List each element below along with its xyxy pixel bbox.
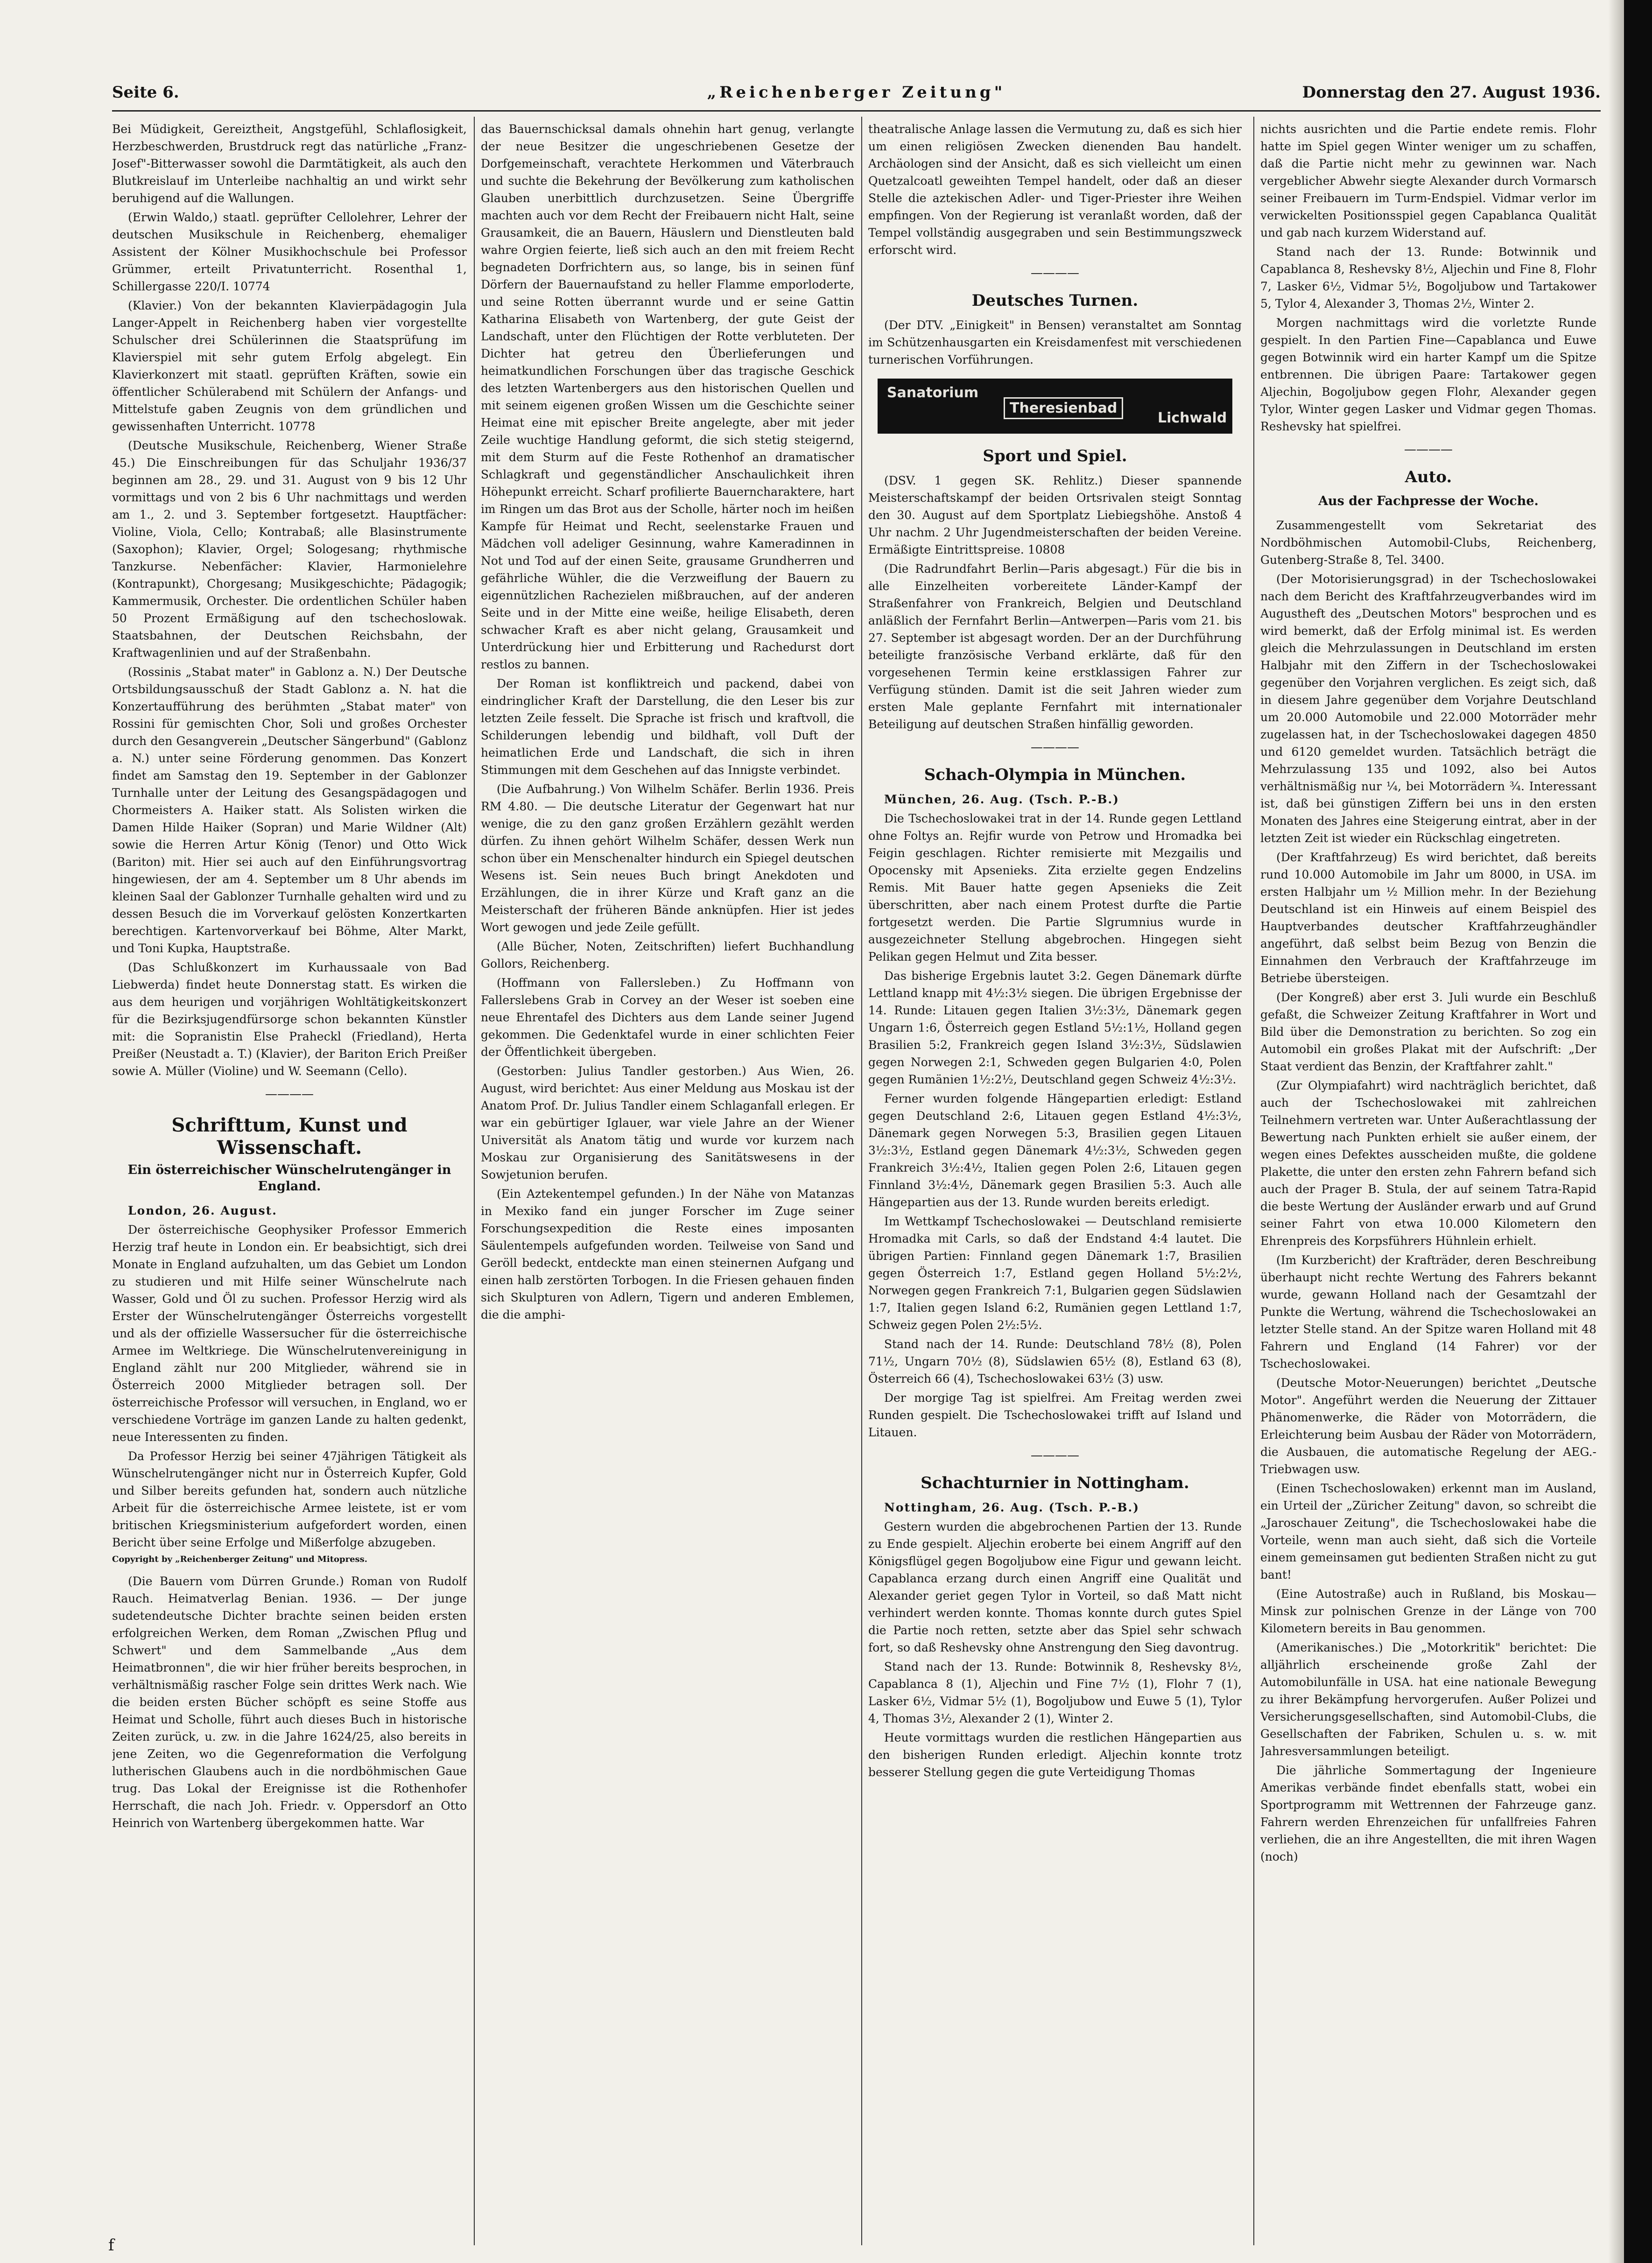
copyright-note: Copyright by „Reichenberger Zeitung" und Mitopress.	[112, 1554, 368, 1564]
auto-olympiafahrt: (Zur Olympiafahrt) wird nachträglich berichtet, daß auch der Tschechoslowakei mit zahlreichen Teilnehmern vertreten war. Unter Außerachtlassung der Bewertung nach Punkten erhielt sie außer einem, der wegen eines Defektes ausscheiden mußte, die goldene Plakette, die unter den ersten zehn Fahrern befand sich auch der Prager B. Stula, der auf seinem Tatra-Rapid die beste Wertung der Ausländer erwarb und auf Grund seiner Fahrt von etwa 10.000 Kilometern den Ehrenpreis des Korpsführers Hühnlein erhielt.	[1260, 1079, 1596, 1248]
ad-text-sanatorium: Sanatorium	[887, 385, 979, 401]
aztekentempel-continuation: theatralische Anlage lassen die Vermutung zu, daß es sich hier um einen religiösen Zwecken dienenden Bau handelt. Archäologen sind der Ansicht, daß es sich vielleicht um einen Quetzalcoatl geweihten Tempel handelt, oder daß an dieser Stelle die aztekischen Adler- und Tiger-Priester ihre Weihen empfingen. Von der Regierung ist veranlaßt worden, daß der Tempel vollständig ausgegraben und sein Bestimmungszweck erforscht wird.	[868, 122, 1242, 257]
newspaper-title: „Reichenberger Zeitung"	[707, 83, 1006, 102]
notice-klavier: (Klavier.) Von der bekannten Klavierpädagogin Jula Langer-Appelt in Reichenberg haben vier vorgestellte Schulscher drei Schülerinnen die Staatsprüfung im Klavierspiel mit sehr gutem Erfolg abgelegt. Ein Klavierkonzert mit staatl. geprüften Kräften, sowie ein öffentlicher Schülerabend mit Schülern der Anfangs- und Mittelstufe gaben Zeugnis von dem gründlichen und gewissenhaften Unterricht. 10778	[112, 299, 467, 433]
auto-neuerungen: (Deutsche Motor-Neuerungen) berichtet „Deutsche Motor". Angeführt werden die Neuerung der Zittauer Phänomenwerke, die Räder von Motorrädern, die Erleichterung beim Ausbau der Räder von Motorrädern, die Ausbauen, die automatische Regelung der AEG.-Triebwagen usw.	[1260, 1376, 1596, 1476]
article-herzig-2: Da Professor Herzig bei seiner 47jährigen Tätigkeit als Wünschelrutengänger nicht nur in Österreich Kupfer, Gold und Silber bereits gefunden hat, sondern auch nützliche Arbeit für die österreichische Armee leistete, ist er vom britischen Kriegsministerium aufgefordert worden, einen Bericht über seine Erfolge und Mißerfolge abzugeben.	[112, 1449, 467, 1549]
nottingham-morgen: Morgen nachmittags wird die vorletzte Runde gespielt. In den Partien Fine—Capablanca und Euwe gegen Botwinnik wird ein harter Kampf um die Spitze entbrennen. Die übrigen Paare: Tartakower gegen Aljechin, Bogoljubow gegen Flohr, Alexander gegen Tylor, Winter gegen Lasker und Vidmar gegen Thomas. Reshevsky hat spielfrei.	[1260, 316, 1596, 433]
article-schach-4: Im Wettkampf Tschechoslowakei — Deutschland remisierte Hromadka mit Carls, so daß der Endstand 4:4 lautet. Die übrigen Partien: Finnland gegen Dänemark 1:7, Brasilien gegen Österreich 1:7, Estland gegen Holland 5½:2½, Norwegen gegen Frankreich 7:1, Bulgarien gegen Südslawien 1:7, Italien gegen Island 6:2, Rumänien gegen Lettland 1:7, Schweiz gegen Polen 2½:5½.	[868, 1215, 1242, 1332]
article-nottingham-1: Gestern wurden die abgebrochenen Partien der 13. Runde zu Ende gespielt. Aljechin eroberte bei einem Angriff auf den Königsflügel gegen Bogoljubow eine Figur und gewann leicht. Capablanca erzang durch einen Angriff eine Qualität und Alexander geriet gegen Tylor in Vorteil, so daß Matt nicht verhindert werden konnte. Thomas konnte durch gutes Spiel die Partie noch retten, setzte aber das Spiel sehr schwach fort, so daß Reshevsky ohne Anstrengung den Sieg davontrug.	[868, 1520, 1242, 1654]
column-4	[1260, 120, 1596, 2240]
dateline-nottingham: Nottingham, 26. Aug. (Tsch. P.-B.)	[884, 1501, 1140, 1514]
auto-amerikanisches: (Amerikanisches.) Die „Motorkritik" berichtet: Die alljährlich erscheinende große Zahl der Automobilunfälle in USA. hat eine nationale Bewegung zu ihrer Bekämpfung hervorgerufen. Außer Polizei und Versicherungsgesellschaften, sind Automobil-Clubs, die Gesellschaften der Fabriken, Schulen u. s. w. mit Jahresversammlungen beteiligt.	[1260, 1641, 1596, 1758]
review-bauern-duerren-grunde: (Die Bauern vom Dürren Grunde.) Roman von Rudolf Rauch. Heimatverlag Benian. 1936. — Der junge sudetendeutsche Dichter brachte seinen beiden ersten erfolgreichen Werken, dem Roman „Zwischen Pflug und Schwert" und dem Sammelbande „Aus dem Heimatbronnen", die wir hier früher bereits besprochen, in verhältnismäßig rascher Folge sein drittes Werk nach. Wie die beiden ersten Bücher schöpft es seine Stoffe aus Heimat und Scholle, führt auch dieses Buch in historische Zeiten zurück, u. zw. in die Jahre 1624/25, also bereits in jene Zeiten, wo die Gegenreformation die Verfolgung lutherischen Glaubens auch in die nordböhmischen Gaue trug. Das Lokal der Ereignisse ist die Rothenhofer Herrschaft, die nach Joh. Friedr. v. Oppersdorf an Otto Heinrich von Wartenberg übergekommen hatte. War	[112, 1574, 467, 1830]
headline-nottingham: Schachturnier in Nottingham.	[921, 1474, 1189, 1492]
notice-schlusskonzert: (Das Schlußkonzert im Kurhaussaale von Bad Liebwerda) findet heute Donnerstag statt. Es wirken die aus dem heurigen und vorjährigen Wohltätigkeitskonzert für die Bezirksjugendfürsorge schon bekannten Künstler mit: die Sopranistin Else Praheckl (Friedland), Herta Preißer (Neustadt a. T.) (Klavier), der Bariton Erich Preißer sowie A. Müller (Violine) und W. Seemann (Cello).	[112, 961, 467, 1078]
column-rule-2	[861, 117, 862, 2245]
section-divider: ————	[1031, 740, 1079, 754]
page-header	[112, 83, 1601, 111]
dateline-london: London, 26. August.	[128, 1204, 277, 1217]
section-title-schrifttum: Schrifttum, Kunst und Wissenschaft.	[171, 1114, 408, 1159]
header-rule	[112, 110, 1601, 112]
nottingham-continuation: nichts ausrichten und die Partie endete remis. Flohr hatte im Spiel gegen Winter weniger um zu schaffen, daß die Partie nicht mehr zu gewinnen war. Nach vergeblicher Abwehr siegte Alexander durch Vormarsch seiner Freibauern im Turm-Endspiel. Vidmar verlor im verwickelten Positionsspiel gegen Capablanca Qualität und gab nach kurzem Widerstand auf.	[1260, 122, 1596, 239]
auto-sommertagung: Die jährliche Sommertagung der Ingenieure Amerikas verbände findet ebenfalls statt, wobei ein Sportprogramm mit Wettrennen der Fahrzeuge ganz. Fahrern werden Ehrenzeichen für unfallfreies Fahren verliehen, die an ihre Angestellten, die mit ihren Wagen (noch)	[1260, 1764, 1596, 1863]
section-title-turnen: Deutsches Turnen.	[971, 291, 1139, 310]
review-continuation: das Bauernschicksal damals ohnehin hart genug, verlangte der neue Besitzer die ungeschriebenen Gesetze der Dorfgemeinschaft, verachtete Herkommen und Väterbrauch und suchte die Bekehrung der Bevölkerung zum katholischen Glauben unerbittlich durchzusetzen. Seine Übergriffe machten auch vor dem Recht der Freibauern nicht Halt, seine Grausamkeit, die an Bauern, Häuslern und Dienstleuten bald wahre Orgien feierte, ließ sich auch an den mit freiem Recht begnadeten Dorfrichtern aus, so lange, bis in seinen fünf Dörfern der Bauernaufstand zu heller Flamme emporloderte, und seine Rotten überrannt wurde und er seine Gattin Katharina Elisabeth von Wartenberg, der gute Geist der Landschaft, unter den Flüchtigen der Rotte verbluteten. Der Dichter hat getreu den Überlieferungen und heimatkundlichen Forschungen über das tragische Geschick des letzten Wartenbergers aus den historischen Quellen und mit seinem eigenen großen Wissen um die Geschichte seiner Heimat eine mit epischer Breite angelegte, aber mit jeder Zeile wuchtige Handlung geformt, die sich stetig steigernd, mit dem Sturm auf die Feste Rothenhof an dramatischer Schlagkraft und gegenständlicher Anschaulichkeit ihren Höhepunkt erreicht. Scharf profilierte Bauerncharaktere, hart im Ringen um das Brot aus der Scholle, härter noch im heißen Kampfe für Heimat und Recht, seelenstarke Frauen und Mädchen voll adeliger Gesinnung, wahre Kameradinnen in Not und Tod auf der einen Seite, grausame Grundherren und gefährliche Wühler, die die Verzweiflung der Bauern zu eigennützlichen Rachezielen mißbrauchen, auf der anderen Seite und in der Mitte eine weiße, heilige Elisabeth, deren schwacher Kraft es aber nicht gelang, Grausamkeit und Unterdrückung hier und Erbitterung und Rachedurst dort restlos zu bannen.	[481, 122, 854, 671]
nottingham-stand: Stand nach der 13. Runde: Botwinnik und Capablanca 8, Reshevsky 8½, Aljechin und Fine 8, Flohr 7, Lasker 6½, Vidmar 5½, Bogoljubow und Tartakower 5, Tylor 4, Alexander 3, Thomas 2½, Winter 2.	[1260, 245, 1596, 310]
headline-schach-olympia: Schach-Olympia in München.	[924, 766, 1186, 784]
notice-erwin-waldo: (Erwin Waldo,) staatl. geprüfter Cellolehrer, Lehrer der deutschen Musikschule in Reichenberg, ehemaliger Assistent der Kölner Musikhochschule bei Professor Grümmer, erteilt Privatunterricht. Rosenthal 1, Schillergasse 220/I. 10774	[112, 211, 467, 293]
column-rule-3	[1253, 117, 1254, 2245]
ad-text-theresienbad: Theresienbad	[1004, 397, 1123, 419]
column-2	[481, 120, 854, 2240]
auto-motorisierungsgrad: (Der Motorisierungsgrad) in der Tschechoslowakei nach dem Bericht des Kraftfahrzeugverbandes wird im Augustheft des „Deutschen Motors" besprochen und es wird bemerkt, daß der Erfolg minimal ist. Es werden gleich die Mehrzulassungen in Deutschland im ersten Halbjahr mit den Ziffern in der Tschechoslowakei gegenüber den Vorjahren verglichen. Es zeigt sich, daß in diesem Jahre gegenüber dem Vorjahre Deutschland um 20.000 Automobile und 22.000 Motorräder mehr zugelassen hat, in der Tschechoslowakei dagegen 4850 und 6120 gemeldet wurden. Tatsächlich beträgt die Mehrzulassung 135 und 1092, also bei Autos verhältnismäßig nur ¼, bei Motorrädern ¾. Interessant ist, daß bei günstigen Ziffern bei uns in den ersten Monaten des Jahres eine Steigerung eintrat, aber in der letzten Zeit ist wieder ein Rückschlag eingetreten.	[1260, 572, 1596, 845]
column-rule-1	[474, 117, 475, 2245]
section-divider: ————	[1404, 443, 1453, 457]
section-title-sport: Sport und Spiel.	[983, 447, 1127, 465]
issue-date: Donnerstag den 27. August 1936.	[1302, 83, 1601, 102]
page-number: Seite 6.	[112, 83, 179, 102]
article-schach-5: Stand nach der 14. Runde: Deutschland 78½ (8), Polen 71½, Ungarn 70½ (8), Südslawien 65½ (8), Estland 63 (8), Österreich 66 (4), Tschechoslowakei 63½ (3) usw.	[868, 1337, 1242, 1385]
notice-einigkeit: (Der DTV. „Einigkeit" in Bensen) veranstaltet am Sonntag im Schützenhausgarten ein Kreisdamenfest mit verschiedenen turnerischen Vorführungen.	[868, 318, 1242, 366]
notice-musikschule: (Deutsche Musikschule, Reichenberg, Wiener Straße 45.) Die Einschreibungen für das Schuljahr 1936/37 beginnen am 28., 29. und 31. August von 9 bis 12 Uhr vormittags und von 2 bis 6 Uhr nachmittags und werden am 1., 2. und 3. September fortgesetzt. Hauptfächer: Violine, Viola, Cello; Kontrabaß; alle Blasinstrumente (Saxophon); Klavier, Orgel; Sologesang; rhythmische Tanzkurse. Nebenfächer: Klavier, Harmonielehre (Kontrapunkt), Chorgesang; Musikgeschichte; Pädagogik; Kammermusik, Orchester. Die ordentlichen Schüler haben 50 Prozent Ermäßigung auf den tschechoslowak. Staatsbahnen, der Deutschen Reichsbahn, der Kraftwagenlinien und auf der Straßenbahn.	[112, 439, 467, 660]
article-headline-wuenschelrute: Ein österreichischer Wünschelrutengänger in England.	[127, 1163, 451, 1194]
column-1	[112, 120, 467, 2240]
article-schach-6: Der morgige Tag ist spielfrei. Am Freitag werden zwei Runden gespielt. Die Tschechoslowakei trifft auf Island und Litauen.	[868, 1391, 1242, 1439]
notice-tandler: (Gestorben: Julius Tandler gestorben.) Aus Wien, 26. August, wird berichtet: Aus einer Meldung aus Moskau ist der Anatom Prof. Dr. Julius Tandler einem Schlaganfall erlegen. Er war ein gebürtiger Iglauer, war viele Jahre an der Wiener Universität als Anatom tätig und wurde vor kurzem nach Moskau zur Organisierung des Sanitätswesens in der Sowjetunion berufen.	[481, 1064, 854, 1181]
review-continuation-2: Der Roman ist konfliktreich und packend, dabei von eindringlicher Kraft der Darstellung, die den Leser bis zur letzten Zeile fesselt. Die Sprache ist frisch und kraftvoll, die Schilderungen lebendig und bildhaft, voll Duft der heimatlichen Erde und Landschaft, die sich in ihren Stimmungen mit dem Geschehen auf das Innigste verbindet.	[481, 677, 854, 777]
article-nottingham-2: Stand nach der 13. Runde: Botwinnik 8, Reshevsky 8½, Capablanca 8 (1), Aljechin und Fine 7½ (1), Flohr 7 (1), Lasker 6½, Vidmar 5½ (1), Bogoljubow und Euwe 5 (1), Tylor 4, Thomas 3½, Alexander 2 (1), Winter 2.	[868, 1660, 1242, 1725]
article-schach-3: Ferner wurden folgende Hängepartien erledigt: Estland gegen Deutschland 2:6, Litauen gegen Estland 4½:3½, Dänemark gegen Norwegen 5:3, Brasilien gegen Litauen 3½:3½, Estland gegen Dänemark 4½:3½, Schweden gegen Frankreich 3½:4½, Italien gegen Polen 2:6, Litauen gegen Finnland 3½:4½, Dänemark gegen Brasilien 5:3. Auch alle Hängepartien aus der 13. Runde wurden bereits erledigt.	[868, 1092, 1242, 1209]
notice-dsv-rehlitz: (DSV. 1 gegen SK. Rehlitz.) Dieser spannende Meisterschaftskampf der beiden Ortsrivalen steigt Sonntag den 30. August auf dem Sportplatz Liebiegshöhe. Anstoß 4 Uhr nachm. 2 Uhr Jugendmeisterschaften der beiden Vereine. Ermäßigte Eintrittspreise. 10808	[868, 474, 1242, 556]
ad-text-lichwald: Lichwald	[1158, 410, 1227, 426]
advertisement-theresienbad[interactable]	[878, 379, 1232, 434]
article-nottingham-3: Heute vormittags wurden die restlichen Hängepartien aus den bisherigen Runden erledigt. Aljechin konnte trotz besserer Stellung gegen die gute Verteidigung Thomas	[868, 1731, 1242, 1779]
article-schach-1: Die Tschechoslowakei trat in der 14. Runde gegen Lettland ohne Foltys an. Rejfir wurde von Petrow und Hromadka bei Feigin geschlagen. Richter remisierte mit Mezgailis und Opocensky mit Apsenieks. Zita erzielte gegen Endzelins Remis. Mit Bauer hatte gegen Apsenieks die Zeit überschritten, aber nach einem Protest durfte die Partie fortgesetzt werden. Die Partie Slgrumnius wurde in ausgezeichneter Stellung abgebrochen. Hingegen sieht Pelikan gegen Helmut und Zita besser.	[868, 812, 1242, 963]
notice-aztekentempel: (Ein Aztekentempel gefunden.) In der Nähe von Matanzas in Mexiko fand ein junger Forscher im Zuge seiner Forschungsexpedition die Reste eines imposanten Säulentempels aufgefunden worden. Teilweise von Sand und Geröll bedeckt, entdeckte man einen steinernen Aufgang und einen halb zerstörten Torbogen. In die Friesen gehauen finden sich Skulpturen von Adlern, Tigern und anderen Emblemen, die die amphi-	[481, 1187, 854, 1321]
notice-buchhandlung: (Alle Bücher, Noten, Zeitschriften) liefert Buchhandlung Gollors, Reichenberg.	[481, 940, 854, 970]
section-divider: ————	[265, 1087, 314, 1101]
section-divider: ————	[1031, 1448, 1079, 1462]
article-franz-josef: Bei Müdigkeit, Gereiztheit, Angstgefühl, Schlaflosigkeit, Herzbeschwerden, Brustdruck regt das natürliche „Franz-Josef"-Bitterwasser sowohl die Darmtätigkeit, als auch den Blutkreislauf im Unterleibe nachhaltig an und wirkt sehr beruhigend auf die Wallungen.	[112, 122, 467, 205]
notice-hoffmann: (Hoffmann von Fallersleben.) Zu Hoffmann von Fallerslebens Grab in Corvey an der Weser ist soeben eine neue Ehrentafel des Dichters aus dem Lande seiner Jugend gekommen. Die Gedenktafel wurde in einer schlichten Feier der Öffentlichkeit übergeben.	[481, 976, 854, 1059]
section-title-auto: Auto.	[1405, 468, 1452, 486]
auto-kurzbericht: (Im Kurzbericht) der Krafträder, deren Beschreibung überhaupt nicht rechte Wertung des Fahrers bekannt wurde, gewann Holland nach der Gesamtzahl der Punkte die Wertung, während die Tschechoslowakei an letzter Stelle stand. An der Spitze waren Holland mit 48 Fahrern und England (14 Fahrer) vor der Tschechoslowakei.	[1260, 1253, 1596, 1370]
dateline-muenchen: München, 26. Aug. (Tsch. P.-B.)	[884, 793, 1119, 806]
auto-intro: Zusammengestellt vom Sekretariat des Nordböhmischen Automobil-Clubs, Reichenberg, Gutenberg-Straße 8, Tel. 3400.	[1260, 519, 1596, 567]
auto-autostrasse: (Eine Autostraße) auch in Rußland, bis Moskau—Minsk zur polnischen Grenze in der Länge von 700 Kilometern bereits in Bau genommen.	[1260, 1587, 1596, 1635]
article-schach-2: Das bisherige Ergebnis lautet 3:2. Gegen Dänemark dürfte Lettland knapp mit 4½:3½ siegen. Die übrigen Ergebnisse der 14. Runde: Litauen gegen Italien 3½:3½, Dänemark gegen Ungarn 1:6, Österreich gegen Estland 5½:1½, Holland gegen Brasilien 5:2, Frankreich gegen Island 3½:3½, Südslawien gegen Norwegen 2:1, Schweden gegen Bulgarien 4:0, Polen gegen Rumänien 1½:2½, Deutschland gegen Schweiz 4½:3½.	[868, 969, 1242, 1086]
notice-stabat-mater: (Rossinis „Stabat mater" in Gablonz a. N.) Der Deutsche Ortsbildungsausschuß der Stadt Gablonz a. N. hat die Konzertaufführung des berühmten „Stabat mater" von Rossini für gemischten Chor, Soli und großes Orchester durch den Gesangverein „Deutscher Sängerbund" (Gablonz a. N.) unter seine Förderung genommen. Das Konzert findet am Samstag den 19. September in der Gablonzer Turnhalle unter der Leitung des Gesangspädagogen und Chormeisters A. Haiker statt. Als Solisten wirken die Damen Hilde Haiker (Sopran) und Marie Wildner (Alt) sowie die Herren Artur König (Tenor) und Otto Wick (Bariton) mit. Hier sei auch auf den Einführungsvortrag hingewiesen, der am 4. September um 8 Uhr abends im kleinen Saal der Gablonzer Turnhalle gehalten wird und zu dessen Besuch die im Vorverkauf gelösten Konzertkarten berechtigen. Kartenvorverkauf bei Böhme, Alter Markt, und Toni Kupka, Hauptstraße.	[112, 665, 467, 955]
page-edge-shadow	[1608, 0, 1624, 2263]
notice-radrundfahrt: (Die Radrundfahrt Berlin—Paris abgesagt.) Für die bis in alle Einzelheiten vorbereitete Länder-Kampf der Straßenfahrer von Frankreich, Belgien und Deutschland anläßlich der Fernfahrt Berlin—Antwerpen—Paris vom 21. bis 27. September ist abgesagt worden. Der an der Durchführung beteiligte französische Verband erklärte, daß für den vorgesehenen Termin keine erstklassigen Fahrer zur Verfügung stünden. Damit ist die seit Jahren wieder zum ersten Male geplante Fernfahrt mit internationaler Beteiligung auf deutschen Straßen hinfällig geworden.	[868, 562, 1242, 731]
auto-kraftfahrzeug: (Der Kraftfahrzeug) Es wird berichtet, daß bereits rund 10.000 Automobile im Jahr um 8000, in USA. im ersten Halbjahr um ½ Million mehr. In der Beziehung Deutschland ist ein Hinweis auf einem Beispiel des Hauptverbandes deutscher Kraftfahrzeughändler angeführt, daß selbst beim Bezug von Benzin die Einnahmen den Verbrauch der Kraftfahrzeuge im Betriebe übersteigen.	[1260, 850, 1596, 985]
auto-kongress: (Der Kongreß) aber erst 3. Juli wurde ein Beschluß gefaßt, die Schweizer Zeitung Kraftfahrer in Wort und Bild über die Demonstration zu berichten. So zog ein Automobil ein großes Plakat mit der Aufschrift: „Der Staat verdient das Benzin, der Kraftfahrer zahlt."	[1260, 991, 1596, 1073]
scan-black-edge	[1624, 0, 1652, 2263]
review-aufbahrung: (Die Aufbahrung.) Von Wilhelm Schäfer. Berlin 1936. Preis RM 4.80. — Die deutsche Literatur der Gegenwart hat nur wenige, die zu den ganz großen Erzählern gezählt werden dürfen. Zu ihnen gehört Wilhelm Schäfer, dessen Werk nun schon über ein Menschenalter hindurch ein Spiegel deutschen Wesens ist. Sein neues Buch bringt Anekdoten und Erzählungen, die in ihrer Kürze und Kraft ganz an die Meisterschaft der früheren Bände anknüpfen. Hier ist jedes Wort gewogen und jede Zeile gefüllt.	[481, 782, 854, 934]
auto-tschechoslowaken: (Einen Tschechoslowaken) erkennt man im Ausland, ein Urteil der „Züricher Zeitung" davon, so schreibt die „Jaroschauer Zeitung", die Tschechoslowakei habe die Vorteile, wenn man auch sieht, daß sich die Vorteile einem gemeinsamen gut bedienten Straßen nicht zu gut bant!	[1260, 1482, 1596, 1581]
footer-mark: f	[108, 2236, 114, 2255]
column-3	[868, 120, 1242, 2240]
section-divider: ————	[1031, 266, 1079, 280]
article-herzig-1: Der österreichische Geophysiker Professor Emmerich Herzig traf heute in London ein. Er beabsichtigt, sich drei Monate in England aufzuhalten, um das Gebiet um London zu studieren und mit Hilfe seiner Wünschelrute nach Wasser, Gold und Öl zu suchen. Professor Herzig wird als Erster der Wünschelrutengänger Österreichs vorgestellt und als der offizielle Wassersucher für die österreichische Armee im Weltkriege. Die Wünschelrutenvereinigung in England zählt nur 200 Mitglieder, während sie in Österreich 2000 Mitglieder betragen soll. Der österreichische Professor will versuchen, in England, wo er verschiedene Vorträge im ganzen Lande zu halten gedenkt, neue Interessenten zu finden.	[112, 1223, 467, 1444]
headline-fachpresse: Aus der Fachpresse der Woche.	[1318, 494, 1539, 508]
